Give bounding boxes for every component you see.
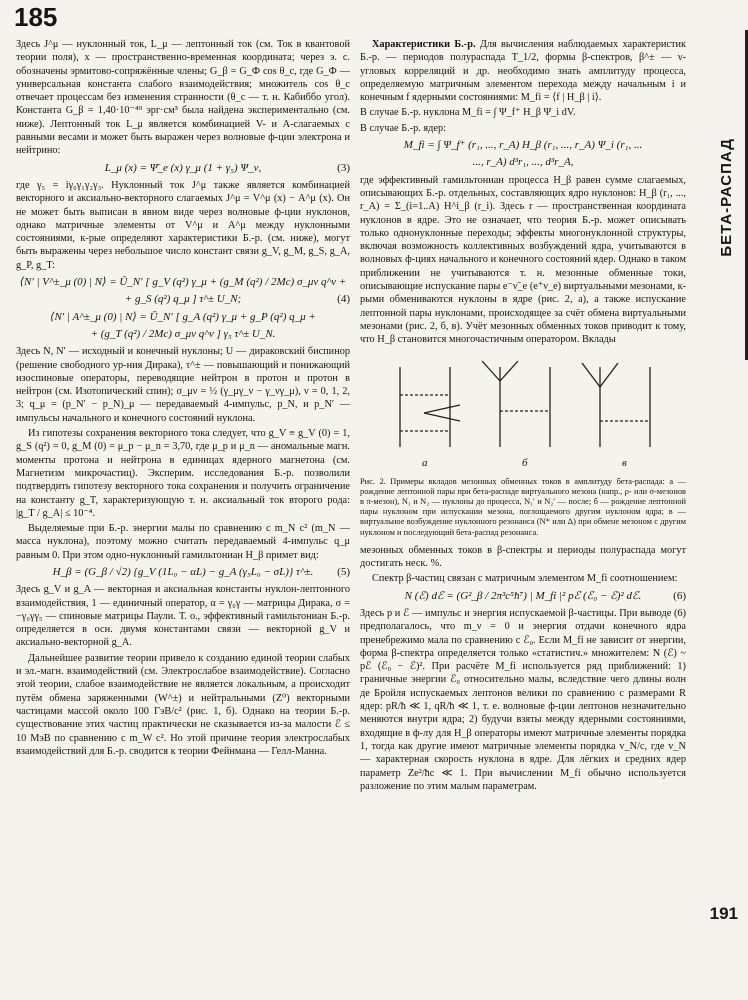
equation-number: (3) (337, 161, 350, 174)
equation-6 (360, 590, 686, 603)
equation-4c (16, 311, 350, 324)
equation-5 (16, 566, 350, 579)
figure-label-b: б (522, 456, 528, 469)
figure-caption: Рис. 2. Примеры вкладов мезонных обменных токов в амплитуду бета-распада: а — рождение лептонной пары при бета-распаде виртуального мезона (напр., ρ- или σ-мезонов в π-мезон), N₁ и N₂ — нуклоны до процесса, N₁′ и N₂′ — после; б — рождение лептонной пары нуклоном при испускании мезона, поглощаемого другим нуклоном ядра; в — виртуальное возбуждение нуклонного резонанса (N* или Δ) при обмене мезоном с другим нуклоном и последующий бета-распад резонанса. (360, 476, 686, 537)
paragraph: В случае Б.-р. нуклона M_fi = ∫ Ψ_f⁺ H_β Ψ_i dV. (360, 107, 576, 119)
paragraph: где эффективный гамильтониан процесса H_β равен сумме слагаемых, описывающих Б.-р. отдельных, составляющих ядро нуклонов: H_β (r₁, ..., r_A) = Σ_(i=1..A) H^i_β (r_i). Здесь r — пространственная координата нуклонов в ядре. Это не означает, что теория Б.-р. может описывать только однонуклонные переходы; эффекты многонуклонной структуры, включая возможность коллективных возбуждений ядра, учитываются в волновых ф-циях начального и конечного состояний ядер. Однако в таком приближении не учитываются т. н. мезонные обменные токи, описывающие испускание пары e⁻ν̃_e (e⁺ν_e) виртуальными мезонами, к-рыми обмениваются нуклоны в ядре (рис. 2, а), а также испускание лептонной пары нуклонами, происходящее за счёт обмена виртуальными мезонами (рис. 2, б, в). Учёт мезонных обменных токов приводит к тому, что H_β становится многочастичным оператором. Вклады (360, 174, 686, 346)
page-number-right: 191 (709, 904, 738, 923)
lepton-line (424, 405, 460, 413)
equation-number: (5) (337, 565, 350, 578)
lepton-line (482, 361, 500, 381)
equation-nuclear-b (360, 156, 686, 169)
paragraph: Выделяемые при Б.-р. энергии малы по сравнению с m_N c² (m_N — масса нуклона), поэтому можно считать передаваемый 4-импульс q_μ равным 0. При этом одно-нуклонный гамильтониан H_β примет вид: (16, 523, 350, 561)
equation-text: ⟨N′ | A^±_μ (0) | N⟩ = Ū_N′ [ g_A (q²) γ_μ + g_P (q²) q_μ + (50, 310, 316, 323)
paragraph (360, 38, 686, 104)
section-tab-label: БЕТА-РАСПАД (717, 137, 735, 257)
equation-number: (4) (337, 293, 350, 306)
paragraph: мезонных обменных токов в β-спектры и периоды полураспада могут достигать неск. %. (360, 544, 686, 570)
section-heading: Характеристики Б.-р. (372, 39, 476, 50)
equation-text: N (ℰ) dℰ = (G²_β / 2π³c⁵ħ⁷) | M_fi |² pℰ (ℰ₀ − ℰ)² dℰ. (404, 589, 642, 602)
equation-nuclear-a (360, 139, 686, 152)
equation-3 (16, 162, 350, 175)
paragraph: В случае Б.-р. ядер: (360, 122, 446, 134)
paragraph: Дальнейшее развитие теории привело к созданию единой теории слабых и эл.-магн. взаимодействий (см. Электрослабое взаимодействие). Согласно этой теории, слабое взаимодействие не является локальным, а происходит путём обмена заряженными (W^±) и нейтральными (Z⁰) векторными частицами массой около 100 ГэВ/c² (рис. 1, б). Однако на теории Б.-р. существование этих частиц практически не сказывается из-за малости ℰ ≤ 10 МэВ по сравнению с m_W c². Но этой причине теория электрослабых взаимодействий для Б.-р. сводится к теории Фейнмана — Гелл-Манна. (16, 652, 350, 757)
lepton-line (424, 413, 460, 421)
equation-4d (16, 328, 350, 341)
lepton-line (600, 363, 618, 387)
paragraph: Здесь g_V и g_A — векторная и аксиальная константы нуклон-лептонного взаимодействия, 1 — единичный оператор, α = γ₀γ — матрицы Дирака, σ = −γ₀γγ₅ — спиновые матрицы Паули. Т. о., эффективный гамильтониан Б.-р. определяется в осн. двумя константами связи — векторной g_V и аксиально-векторной g_A. (16, 584, 350, 649)
page-number-left: 185 (14, 2, 58, 32)
equation-4a (16, 276, 350, 289)
equation-text: H_β = (G_β / √2) {g_V (1L₀ − αL) − g_A (γ₅L₀ − σL)} τ^±. (52, 565, 314, 578)
figure-label-a: а (422, 456, 428, 469)
lepton-line (582, 363, 600, 387)
equation-text: M_fi = ∫ Ψ_f⁺ (r₁, ..., r_A) H_β (r₁, ..., r_A) Ψ_i (r₁, ... (403, 139, 643, 152)
paragraph: Здесь N, N′ — исходный и конечный нуклоны; U — дираковский биспинор (решение свободного ур-ния Дирака), τ^± — повышающий и понижающий изоспиновые операторы, переводящие нейтрон в протон и протон в нейтрон (см. Изотопический спин); σ_μν = ½ (γ_μγ_ν − γ_νγ_μ), ν = 0, 1, 2, 3; q_μ = (p_N′ − p_N)_μ — передаваемый 4-импульс, p_N, и p_N′ — импульсы начального и конечного состояний нуклона. (16, 346, 350, 424)
equation-text: + g_S (q²) q_μ ] τ^± U_N; (124, 293, 242, 306)
feynman-figure (360, 351, 686, 475)
left-column (16, 38, 350, 760)
equation-text: + (g_T (q²) / 2Mc) σ_μν q^ν ] γ₅ τ^± U_N. (90, 327, 276, 340)
equation-text: ⟨N′ | V^±_μ (0) | N⟩ = Ū_N′ [ g_V (q²) γ_μ + (g_M (q²) / 2Mc) σ_μν q^ν + (19, 276, 347, 289)
figure-label-c: в (622, 456, 627, 469)
paragraph: Из гипотезы сохранения векторного тока следует, что g_V ≡ g_V (0) = 1, g_S (q²) = 0, g_M (0) = μ_p − μ_n = 3,70, где μ_p и μ_n — аномальные магн. моменты протона и нейтрона в единицах ядерного магнетона (см. Магнетизм микрочастиц). Эксперим. исследования Б.-р. позволили подтвердить гипотезу векторного тока сохранения и получить ограничение на константу g_T, характеризующую т. н. аксиальный ток второго рода: |g_T / g_A| ≤ 10⁻⁴. (16, 428, 350, 519)
equation-4b (16, 293, 350, 306)
equation-number: (6) (673, 589, 686, 602)
paragraph: Спектр β-частиц связан с матричным элементом M_fi соотношением: (372, 573, 678, 585)
section-tab (706, 32, 746, 362)
paragraph-text: Для вычисления наблюдаемых характеристик Б.-р. — периодов полураспада T_1/2, формы β-спектров, β^± — ν-угловых корреляций и др. необходимо знать амплитуду процесса, определяемую матричным элементом перехода между начальным i и конечным f ядерными состояниями: M_fi = ⟨f | H_β | i⟩. (360, 39, 686, 104)
paragraph: где γ₅ = iγ₀γ₁γ₂γ₃. Нуклонный ток J^μ также является комбинацией векторного и аксиально-векторного слагаемых J^μ = V^μ (x) − A^μ (x). Он не может быть выписан в явном виде через волновые ф-ции нуклонов, однако матричные элементы от V^μ и A^μ между нуклонными состояниями, к-рые определяют характеристики Б.-р. (см. ниже), могут быть выражены через небольшое число констант связи g_V, g_M, g_S, g_A, g_P, g_T: (16, 179, 350, 271)
equation-text: L_μ (x) = Ψ̄_e (x) γ_μ (1 + γ₅) Ψ_ν, (104, 161, 262, 174)
equation-text: ..., r_A) d³r₁, ..., d³r_A, (472, 156, 574, 169)
right-column (360, 38, 686, 795)
paragraph: Здесь p и ℰ — импульс и энергия испускаемой β-частицы. При выводе (6) предполагалось, что m_ν = 0 и энергия отдачи конечного ядра пренебрежимо мала по сравнению с ℰ₀. Если M_fi не зависит от энергии, форма β-спектра определяется только «статистич.» множителем: N (ℰ) ~ pℰ (ℰ₀ − ℰ)². При расчёте M_fi используется ряд приближений: 1) граничные энергии ℰ₀ относительно малы, вследствие чего длины волн де Бройля испускаемых лептонов велики по сравнению с размерами R ядер: pR/ħ ≪ 1, qR/ħ ≪ 1, т. е. волновые ф-ции лептонов незначительно меняются внутри ядра; 2) будучи взяты между ядерными состояниями, входящие в ф-лу для H_β операторы имеют матричные элементы порядка 1, тогда как другие имеют матричные элементы порядка v_N/c, где v_N — характерная скорость нуклона в ядре. Для лёгких и средних ядер параметр Ze²/ħc ≪ 1. При вычислении M_fi обычно используется разложение по этим малым параметрам. (360, 607, 686, 792)
lepton-line (500, 361, 518, 381)
paragraph: Здесь J^μ — нуклонный ток, L_μ — лептонный ток (см. Ток в квантовой теории поля), x — пространственно-временная координата; через э. с. обозначены эрмитово-сопряжённые члены; G_β = G_Ф cos θ_c, где G_Ф — универсальная константа слабого взаимодействия; множитель cos θ_c отвечает процессам без изменения странности (θ_c — т. н. Кабиббо угол). Константа G_β = 1,40·10⁻⁴⁹ эрг·см³ была найдена экспериментально (см. ниже). Лептонный ток L_μ является комбинацией V- и A-слагаемых с равными весами и может быть выражен через волновые ф-ции электрона и нейтрино: (16, 39, 350, 157)
